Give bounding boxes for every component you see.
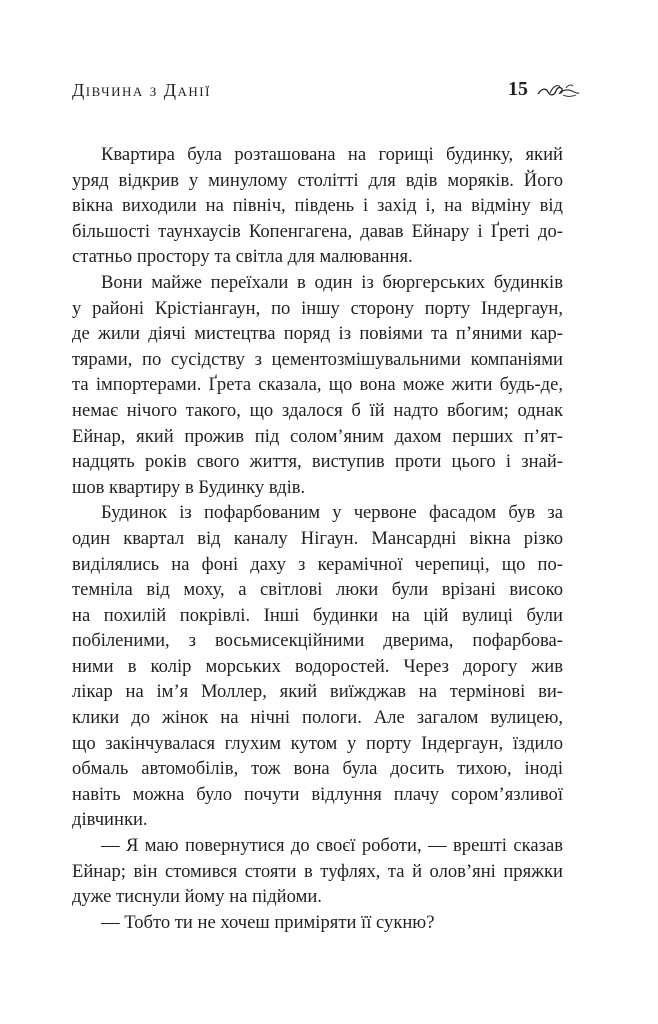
text-line: та імпортерами. Ґрета сказала, що вона може жити будь-де, — [72, 374, 563, 396]
text-line: немає нічого такого, що здалося б їй надто вбогим; однак — [72, 399, 563, 421]
text-line: Квартира була розташована на горищі будинку, який — [101, 144, 563, 165]
text-line: дуже тиснули йому на підйоми. — [72, 886, 322, 908]
text-line: вікна виходили на північ, південь і захід і, на відміну від — [72, 195, 563, 217]
flourish-ornament-icon — [536, 82, 580, 100]
page-header — [72, 80, 574, 110]
text-line: ними в колір морських водоростей. Через дорогу жив — [72, 655, 563, 677]
page-number: 15 — [508, 78, 528, 100]
running-title: Дівчина з Данії — [72, 80, 211, 100]
text-line: на похилій покрівлі. Інші будинки на цій вулиці були — [72, 604, 563, 626]
text-line: що закінчувалася глухим кутом у порту Індергаун, їздило — [72, 732, 563, 754]
text-line: клики до жінок на нічні пологи. Але загалом вулицею, — [72, 707, 563, 729]
paragraph — [72, 500, 563, 833]
text-line: більшості таунхаусів Копенгагена, давав Ейнару і Ґреті до- — [72, 220, 563, 242]
text-line: — Я маю повернутися до своєї роботи, — врешті сказав — [101, 835, 563, 857]
text-line: статньо простору та світла для малювання. — [72, 246, 413, 268]
paragraph — [72, 833, 563, 910]
text-line: у районі Крістіангаун, по іншу сторону порту Індергаун, — [72, 297, 563, 319]
text-line: дівчинки. — [72, 809, 148, 831]
text-line: де жили діячі мистецтва поряд із повіями та п’яними кар- — [72, 323, 563, 345]
text-line: надцять років свого життя, виступив проти цього і знай- — [72, 451, 563, 473]
text-line: навіть можна було почути відлуння плачу сором’язливої — [72, 783, 563, 805]
text-line: темніла від моху, а світлові люки були врізані високо — [72, 579, 563, 601]
text-line: виділялись на фоні даху з керамічної черепиці, що по- — [72, 553, 563, 575]
paragraph — [72, 910, 563, 936]
text-line: побіленими, з восьмисекційними дверима, пофарбова- — [72, 630, 563, 652]
text-line: Вони майже переїхали в один із бюргерських будинків — [101, 271, 563, 293]
text-line: шов квартиру в Будинку вдів. — [72, 476, 306, 498]
paragraph — [72, 142, 563, 270]
text-line: уряд відкрив у минулому столітті для вдів моряків. Його — [72, 169, 563, 191]
text-line: тярами, по сусідству з цементозмішувальними компаніями — [72, 348, 563, 370]
text-line: лікар на ім’я Моллер, який виїжджав на термінові ви- — [72, 681, 563, 703]
body-text — [72, 142, 563, 935]
text-line: обмаль автомобілів, тож вона була досить тихою, іноді — [72, 758, 563, 780]
text-line: один квартал від каналу Нігаун. Мансардні вікна різко — [72, 527, 563, 549]
paragraph — [72, 270, 563, 500]
text-line: Ейнар, який прожив під солом’яним дахом перших п’ят- — [72, 425, 563, 447]
text-line: Будинок із пофарбованим у червоне фасадом був за — [101, 502, 563, 524]
text-line: Ейнар; він стомився стояти в туфлях, та й олов’яні пряжки — [72, 860, 563, 882]
text-line: — Тобто ти не хочеш приміряти її сукню? — [101, 911, 435, 933]
